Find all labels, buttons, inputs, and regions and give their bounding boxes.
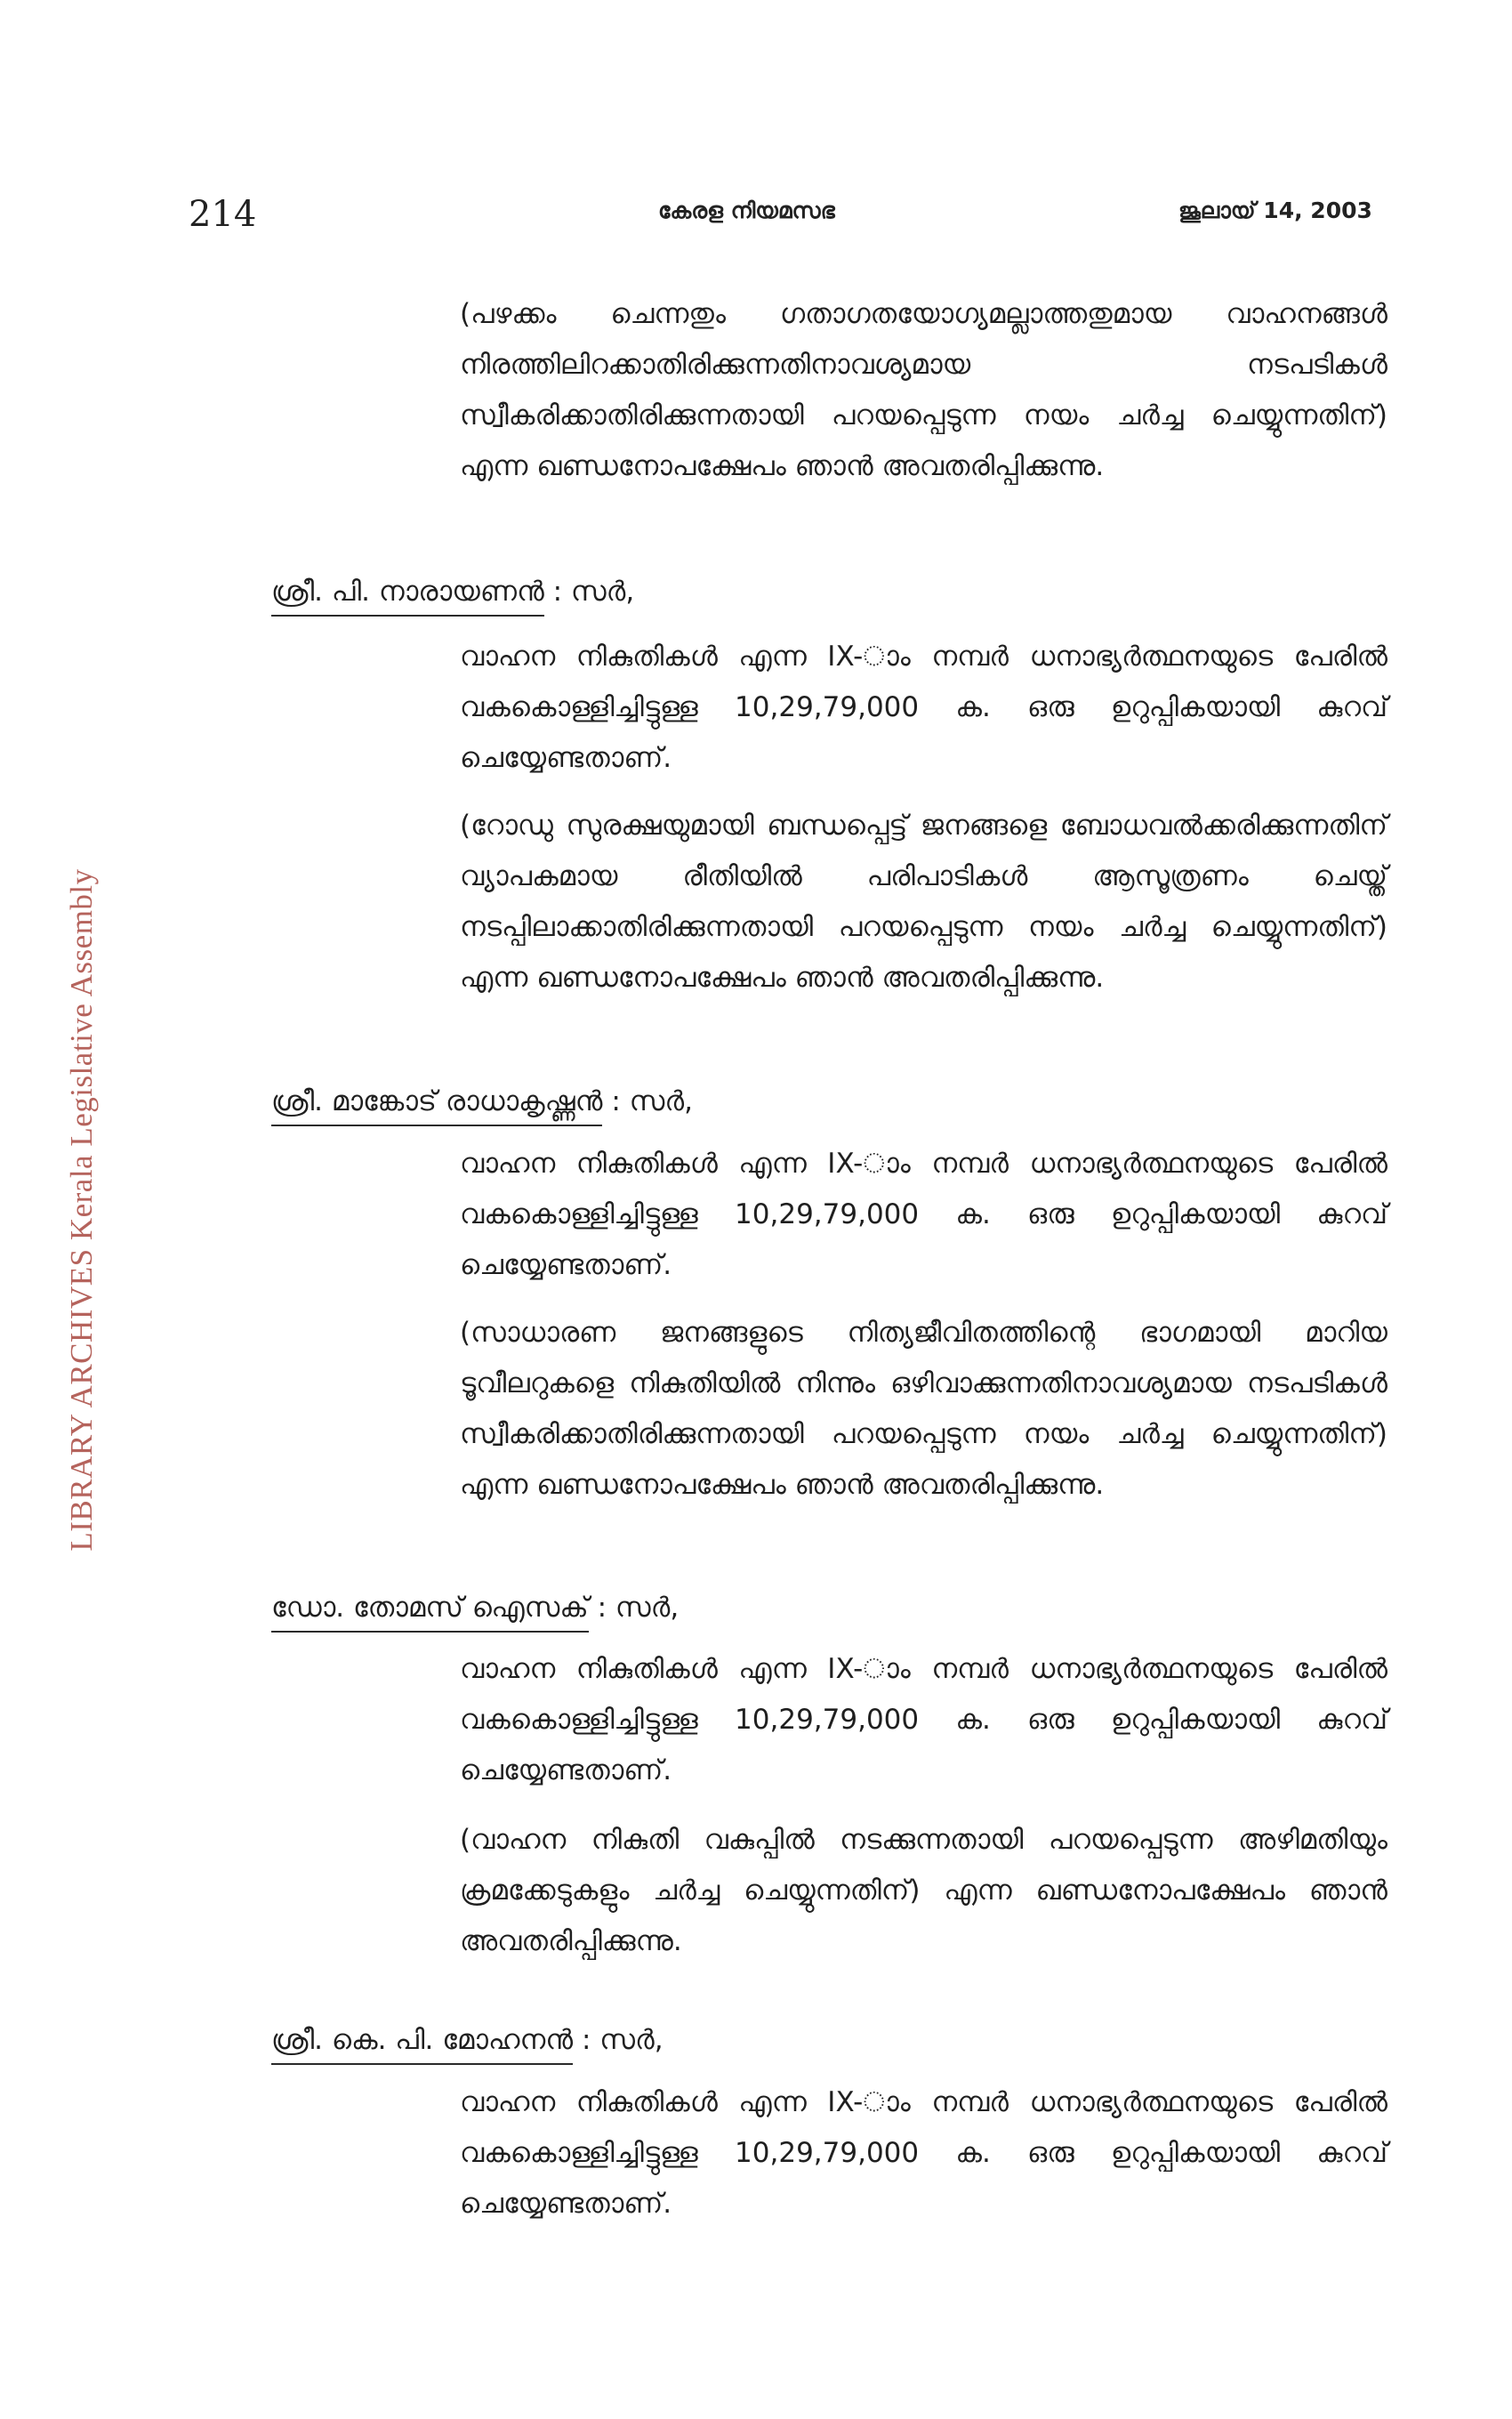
publication-title: കേരള നിയമസഭ <box>658 198 835 223</box>
cut-motion-text: (റോഡു സുരക്ഷയുമായി ബന്ധപ്പെട്ട് ജനങ്ങളെ ബോധവൽക്കരിക്കുന്നതിന് വ്യാപകമായ രീതിയിൽ പരിപാടികൾ ആസൂത്രണം ചെയ്ത് നടപ്പിലാക്കാതിരിക്കുന്നതായി പറയപ്പെടുന്ന നയം ചർച്ച ചെയ്യുന്നതിന്) എന്ന ഖണ്ഡനോപക്ഷേപം ഞാൻ അവതരിപ്പിക്കുന്നു. <box>460 810 1387 994</box>
speaker-name: ശ്രീ. മാങ്കോട് രാധാകൃഷ്ണൻ <box>271 1085 602 1126</box>
speaker-salutation: : സർ, <box>573 2024 664 2056</box>
speaker-salutation: : സർ, <box>588 1592 680 1624</box>
speaker-heading <box>271 574 634 609</box>
demand-reduction-text: വാഹന നികുതികൾ എന്ന IX-ാം നമ്പർ ധനാഭ്യർത്ഥനയുടെ പേരിൽ വകകൊള്ളിച്ചിട്ടുള്ള 10,29,79,000 ക. ഒരു ഉറുപ്പികയായി കുറവ് ചെയ്യേണ്ടതാണ്. <box>460 641 1387 774</box>
demand-reduction-text: വാഹന നികുതികൾ എന്ന IX-ാം നമ്പർ ധനാഭ്യർത്ഥനയുടെ പേരിൽ വകകൊള്ളിച്ചിട്ടുള്ള 10,29,79,000 ക. ഒരു ഉറുപ്പികയായി കുറവ് ചെയ്യേണ്ടതാണ്. <box>460 2086 1387 2220</box>
demand-reduction-text: വാഹന നികുതികൾ എന്ന IX-ാം നമ്പർ ധനാഭ്യർത്ഥനയുടെ പേരിൽ വകകൊള്ളിച്ചിട്ടുള്ള 10,29,79,000 ക. ഒരു ഉറുപ്പികയായി കുറവ് ചെയ്യേണ്ടതാണ്. <box>460 1653 1387 1786</box>
speaker-salutation: : സർ, <box>543 576 635 608</box>
session-date: ജൂലായ് 14, 2003 <box>1178 198 1372 223</box>
page-number: 214 <box>189 194 257 235</box>
speaker-heading <box>271 1084 693 1119</box>
speaker-heading <box>271 1590 679 1625</box>
cut-motion-text: (വാഹന നികുതി വകുപ്പിൽ നടക്കുന്നതായി പറയപ്പെടുന്ന അഴിമതിയും ക്രമക്കേടുകളും ചർച്ച ചെയ്യുന്നതിന്) എന്ന ഖണ്ഡനോപക്ഷേപം ഞാൻ അവതരിപ്പിക്കുന്നു. <box>460 1824 1387 1957</box>
speaker-name: ഡോ. തോമസ് ഐസക് <box>271 1592 589 1633</box>
demand-reduction-text: വാഹന നികുതികൾ എന്ന IX-ാം നമ്പർ ധനാഭ്യർത്ഥനയുടെ പേരിൽ വകകൊള്ളിച്ചിട്ടുള്ള 10,29,79,000 ക. ഒരു ഉറുപ്പികയായി കുറവ് ചെയ്യേണ്ടതാണ്. <box>460 1148 1387 1281</box>
speaker-salutation: : സർ, <box>602 1085 693 1117</box>
speaker-heading <box>271 2022 664 2058</box>
cut-motion-text: (പഴക്കം ചെന്നതും ഗതാഗതയോഗ്യമല്ലാത്തതുമായ വാഹനങ്ങൾ നിരത്തിലിറക്കാതിരിക്കുന്നതിനാവശ്യമായ നടപടികൾ സ്വീകരിക്കാതിരിക്കുന്നതായി പറയപ്പെടുന്ന നയം ചർച്ച ചെയ്യുന്നതിന്) എന്ന ഖണ്ഡനോപക്ഷേപം ഞാൻ അവതരിപ്പിക്കുന്നു. <box>460 298 1387 482</box>
archive-watermark: LIBRARY ARCHIVES Kerala Legislative Assembly <box>64 868 99 1552</box>
speaker-name: ശ്രീ. പി. നാരായണൻ <box>271 576 544 617</box>
cut-motion-text: (സാധാരണ ജനങ്ങളുടെ നിത്യജീവിതത്തിന്റെ ഭാഗമായി മാറിയ ടൂവീലറുകളെ നികുതിയിൽ നിന്നും ഒഴിവാക്കുന്നതിനാവശ്യമായ നടപടികൾ സ്വീകരിക്കാതിരിക്കുന്നതായി പറയപ്പെടുന്ന നയം ചർച്ച ചെയ്യുന്നതിന്) എന്ന ഖണ്ഡനോപക്ഷേപം ഞാൻ അവതരിപ്പിക്കുന്നു. <box>460 1317 1387 1501</box>
speaker-name: ശ്രീ. കെ. പി. മോഹനൻ <box>271 2024 573 2065</box>
